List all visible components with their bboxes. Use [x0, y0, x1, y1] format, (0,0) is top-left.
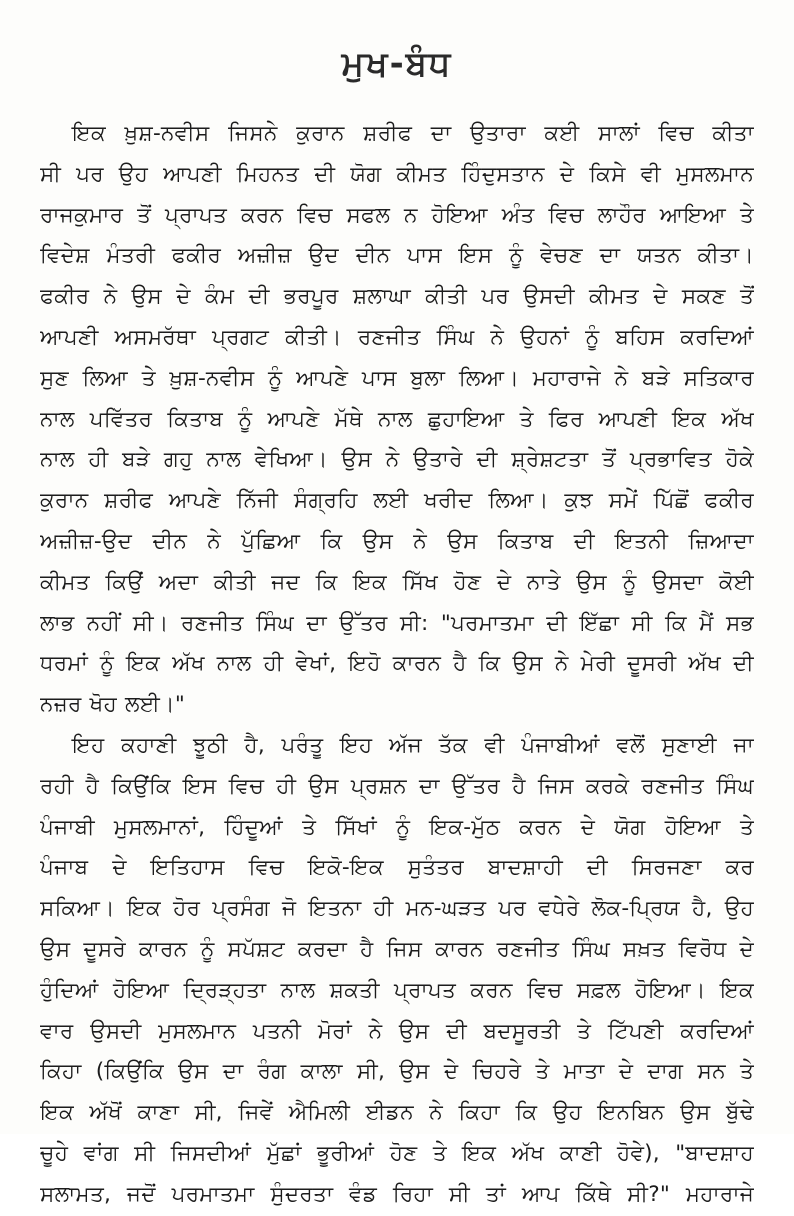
- text-line: ਰਹੀ ਹੈ ਕਿਉਂਕਿ ਇਸ ਵਿਚ ਹੀ ਉਸ ਪ੍ਰਸ਼ਨ ਦਾ ਉੱਤਰ ਹੈ ਜਿਸ ਕਰਕੇ ਰਣਜੀਤ ਸਿੰਘ: [40, 773, 754, 799]
- paragraph-1: [40, 114, 754, 726]
- text-line: ਅਜ਼ੀਜ਼-ਉਦ ਦੀਨ ਨੇ ਪੁੱਛਿਆ ਕਿ ਉਸ ਨੇ ਉਸ ਕਿਤਾਬ ਦੀ ਇਤਨੀ ਜ਼ਿਆਦਾ: [40, 528, 754, 554]
- text-line: ਆਪਣੀ ਅਸਮਰੱਥਾ ਪ੍ਰਗਟ ਕੀਤੀ। ਰਣਜੀਤ ਸਿੰਘ ਨੇ ਉਹਨਾਂ ਨੂੰ ਬਹਿਸ ਕਰਦਿਆਂ: [40, 324, 754, 350]
- text-line: ਰਾਜਕੁਮਾਰ ਤੋਂ ਪ੍ਰਾਪਤ ਕਰਨ ਵਿਚ ਸਫਲ ਨ ਹੋਇਆ ਅੰਤ ਵਿਚ ਲਾਹੌਰ ਆਇਆ ਤੇ: [40, 202, 754, 228]
- text-line: ਕੀਮਤ ਕਿਉਂ ਅਦਾ ਕੀਤੀ ਜਦ ਕਿ ਇਕ ਸਿੱਖ ਹੋਣ ਦੇ ਨਾਤੇ ਉਸ ਨੂੰ ਉਸਦਾ ਕੋਈ: [40, 569, 754, 595]
- text-line: ਵਾਰ ਉਸਦੀ ਮੁਸਲਮਾਨ ਪਤਨੀ ਮੋਰਾਂ ਨੇ ਉਸ ਦੀ ਬਦਸੂਰਤੀ ਤੇ ਟਿੱਪਣੀ ਕਰਦਿਆਂ: [40, 1018, 754, 1044]
- text-line: ਚੂਹੇ ਵਾਂਗ ਸੀ ਜਿਸਦੀਆਂ ਮੁੱਛਾਂ ਭੂਰੀਆਂ ਹੋਣ ਤੇ ਇਕ ਅੱਖ ਕਾਣੀ ਹੋਵੇ), "ਬਾਦਸ਼ਾਹ: [40, 1140, 754, 1166]
- text-line: ਪੰਜਾਬੀ ਮੁਸਲਮਾਨਾਂ, ਹਿੰਦੂਆਂ ਤੇ ਸਿੱਖਾਂ ਨੂੰ ਇਕ-ਮੁੱਠ ਕਰਨ ਦੇ ਯੋਗ ਹੋਇਆ ਤੇ: [40, 814, 754, 840]
- text-line: ਧਰਮਾਂ ਨੂੰ ਇਕ ਅੱਖ ਨਾਲ ਹੀ ਵੇਖਾਂ, ਇਹੋ ਕਾਰਨ ਹੈ ਕਿ ਉਸ ਨੇ ਮੇਰੀ ਦੂਸਰੀ ਅੱਖ ਦੀ: [40, 651, 754, 677]
- text-line: ਨਾਲ ਹੀ ਬੜੇ ਗਹੁ ਨਾਲ ਵੇਖਿਆ। ਉਸ ਨੇ ਉਤਾਰੇ ਦੀ ਸ਼੍ਰੇਸ਼ਟਤਾ ਤੋਂ ਪ੍ਰਭਾਵਿਤ ਹੋਕੇ: [40, 447, 754, 473]
- text-line: ਸੀ ਪਰ ਉਹ ਆਪਣੀ ਮਿਹਨਤ ਦੀ ਯੋਗ ਕੀਮਤ ਹਿੰਦੁਸਤਾਨ ਦੇ ਕਿਸੇ ਵੀ ਮੁਸਲਮਾਨ: [40, 161, 754, 187]
- text-line: ਲਾਭ ਨਹੀਂ ਸੀ। ਰਣਜੀਤ ਸਿੰਘ ਦਾ ਉੱਤਰ ਸੀ: "ਪਰਮਾਤਮਾ ਦੀ ਇੱਛਾ ਸੀ ਕਿ ਮੈਂ ਸਭ: [40, 610, 754, 636]
- text-line: ਸਕਿਆ। ਇਕ ਹੋਰ ਪ੍ਰਸੰਗ ਜੋ ਇਤਨਾ ਹੀ ਮਨ-ਘੜਤ ਪਰ ਵਧੇਰੇ ਲੋਕ-ਪ੍ਰਿਯ ਹੈ, ਉਹ: [40, 896, 754, 922]
- text-line: ਹੁੰਦਿਆਂ ਹੋਇਆ ਦ੍ਰਿੜ੍ਹਤਾ ਨਾਲ ਸ਼ਕਤੀ ਪ੍ਰਾਪਤ ਕਰਨ ਵਿਚ ਸਫ਼ਲ ਹੋਇਆ। ਇਕ: [40, 977, 754, 1003]
- paragraph-2: [40, 726, 754, 1216]
- text-line: ਇਹ ਕਹਾਣੀ ਝੂਠੀ ਹੈ, ਪਰੰਤੂ ਇਹ ਅੱਜ ਤੱਕ ਵੀ ਪੰਜਾਬੀਆਂ ਵਲੋਂ ਸੁਣਾਈ ਜਾ: [72, 732, 754, 758]
- text-line: ਨਜ਼ਰ ਖੋਹ ਲਈ।": [40, 692, 185, 718]
- text-line: ਕੁਰਾਨ ਸ਼ਰੀਫ ਆਪਣੇ ਨਿੱਜੀ ਸੰਗ੍ਰਹਿ ਲਈ ਖਰੀਦ ਲਿਆ। ਕੁਝ ਸਮੇਂ ਪਿੱਛੋਂ ਫਕੀਰ: [40, 488, 754, 514]
- text-line: ਕਿਹਾ (ਕਿਉਂਕਿ ਉਸ ਦਾ ਰੰਗ ਕਾਲਾ ਸੀ, ਉਸ ਦੇ ਚਿਹਰੇ ਤੇ ਮਾਤਾ ਦੇ ਦਾਗ ਸਨ ਤੇ: [40, 1059, 754, 1085]
- text-line: ਪੰਜਾਬ ਦੇ ਇਤਿਹਾਸ ਵਿਚ ਇਕੋ-ਇਕ ਸੁਤੰਤਰ ਬਾਦਸ਼ਾਹੀ ਦੀ ਸਿਰਜਣਾ ਕਰ: [40, 855, 754, 881]
- text-line: ਇਕ ਅੱਖੋਂ ਕਾਣਾ ਸੀ, ਜਿਵੇਂ ਐਮਿਲੀ ਈਡਨ ਨੇ ਕਿਹਾ ਕਿ ਉਹ ਇਨਬਿਨ ਉਸ ਬੁੱਢੇ: [40, 1100, 754, 1126]
- text-line: ਸਲਾਮਤ, ਜਦੋਂ ਪਰਮਾਤਮਾ ਸੁੰਦਰਤਾ ਵੰਡ ਰਿਹਾ ਸੀ ਤਾਂ ਆਪ ਕਿੱਥੇ ਸੀ?" ਮਹਾਰਾਜੇ: [40, 1181, 754, 1207]
- text-line: ਵਿਦੇਸ਼ ਮੰਤਰੀ ਫਕੀਰ ਅਜ਼ੀਜ਼ ਉਦ ਦੀਨ ਪਾਸ ਇਸ ਨੂੰ ਵੇਚਣ ਦਾ ਯਤਨ ਕੀਤਾ।: [40, 243, 754, 269]
- text-line: ਇਕ ਖ਼ੁਸ਼-ਨਵੀਸ ਜਿਸਨੇ ਕੁਰਾਨ ਸ਼ਰੀਫ ਦਾ ਉਤਾਰਾ ਕਈ ਸਾਲਾਂ ਵਿਚ ਕੀਤਾ: [72, 121, 754, 146]
- page-title: ਮੁਖ-ਬੰਧ: [341, 44, 453, 84]
- text-line: ਸੁਣ ਲਿਆ ਤੇ ਖ਼ੁਸ਼-ਨਵੀਸ ਨੂੰ ਆਪਣੇ ਪਾਸ ਬੁਲਾ ਲਿਆ। ਮਹਾਰਾਜੇ ਨੇ ਬੜੇ ਸਤਿਕਾਰ: [40, 365, 754, 391]
- text-line: ਉਸ ਦੂਸਰੇ ਕਾਰਨ ਨੂੰ ਸਪੱਸ਼ਟ ਕਰਦਾ ਹੈ ਜਿਸ ਕਾਰਨ ਰਣਜੀਤ ਸਿੰਘ ਸਖ਼ਤ ਵਿਰੋਧ ਦੇ: [40, 936, 754, 962]
- text-line: ਫਕੀਰ ਨੇ ਉਸ ਦੇ ਕੰਮ ਦੀ ਭਰਪੂਰ ਸ਼ਲਾਘਾ ਕੀਤੀ ਪਰ ਉਸਦੀ ਕੀਮਤ ਦੇ ਸਕਣ ਤੋਂ: [40, 284, 754, 310]
- text-line: ਨਾਲ ਪਵਿੱਤਰ ਕਿਤਾਬ ਨੂੰ ਆਪਣੇ ਮੱਥੇ ਨਾਲ ਛੁਹਾਇਆ ਤੇ ਫਿਰ ਆਪਣੀ ਇਕ ਅੱਖ: [40, 406, 754, 432]
